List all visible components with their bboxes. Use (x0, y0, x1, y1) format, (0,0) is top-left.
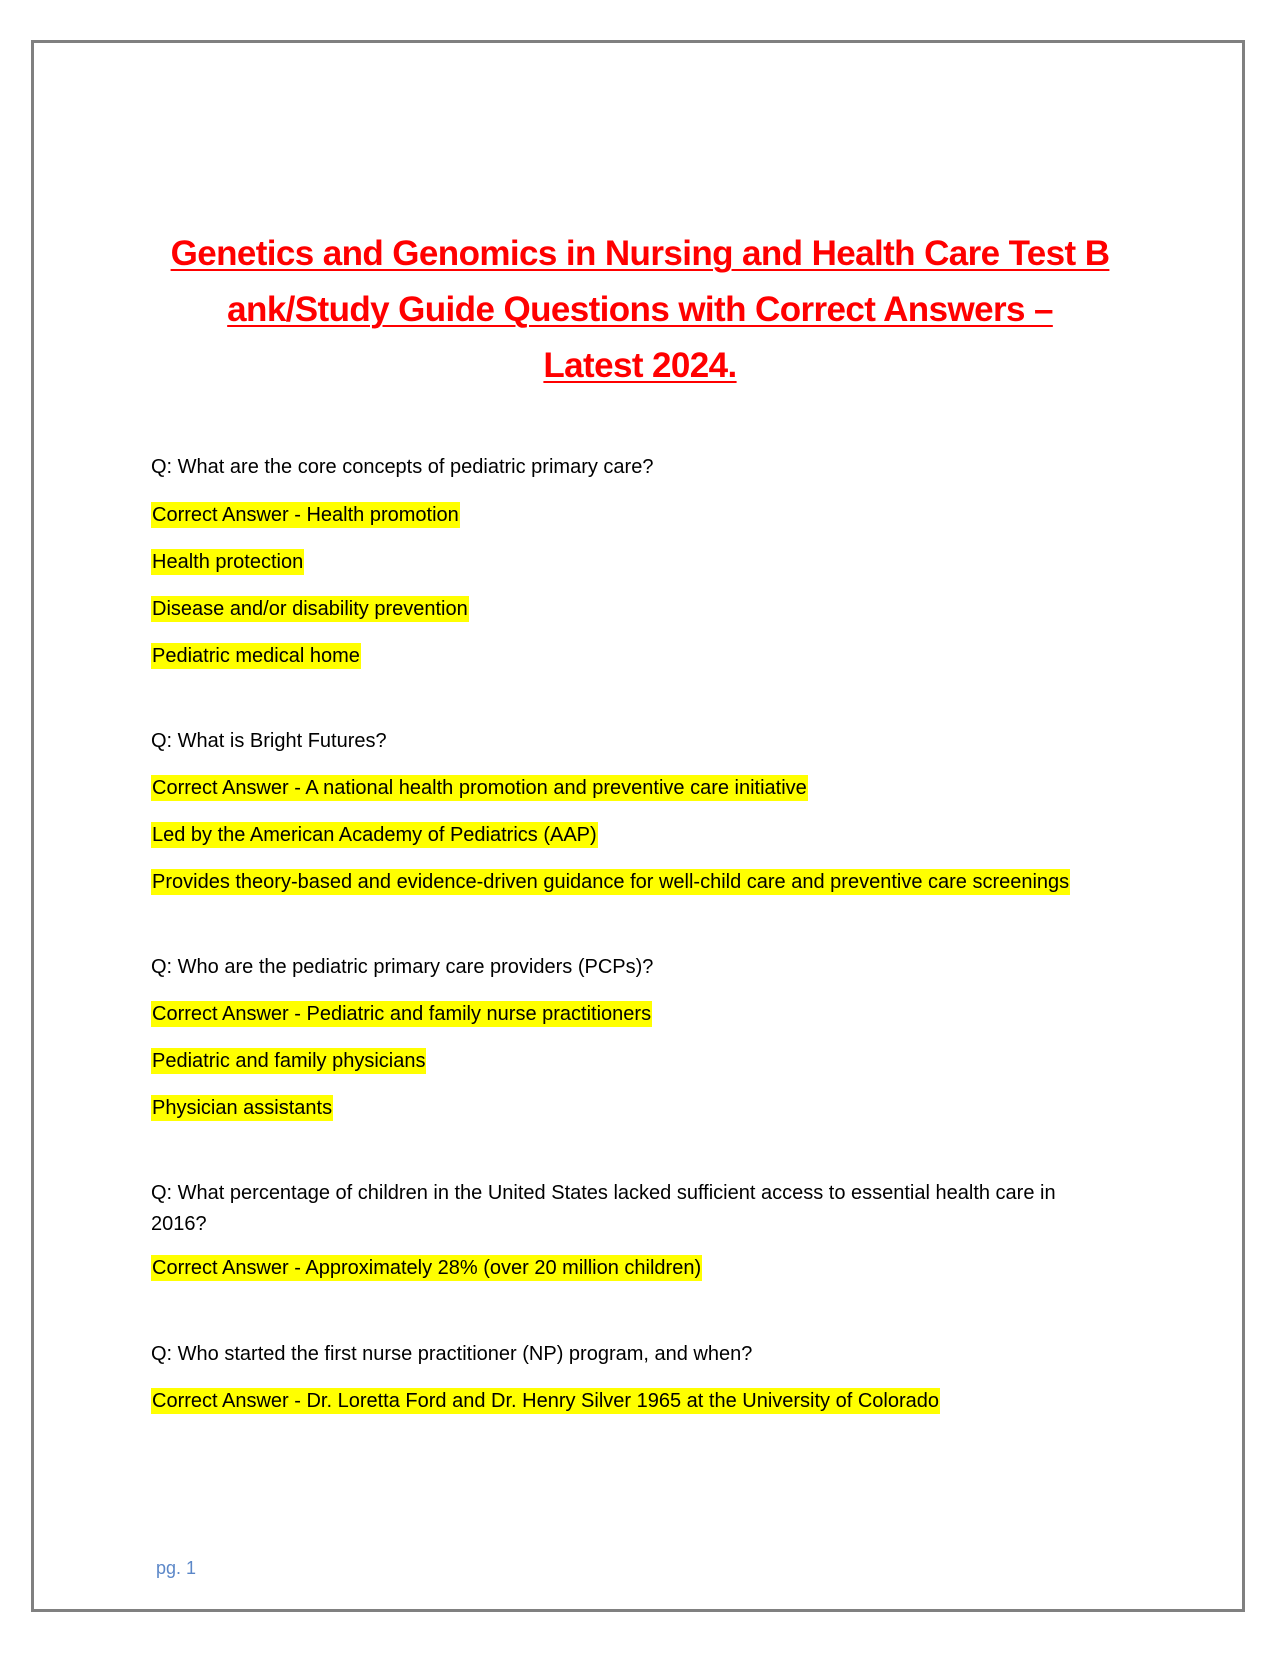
answer-highlight: Correct Answer - Dr. Loretta Ford and Dr. Henry Silver 1965 at the University of Colorado (152, 1390, 940, 1412)
answer-line (151, 597, 1151, 622)
qa-item (151, 1178, 1151, 1281)
answer-highlight: Provides theory-based and evidence-driven guidance for well-child care and preventive care screenings (152, 871, 1070, 893)
answer-line (151, 550, 1151, 575)
answer-line (151, 503, 1151, 528)
question-line: 2016? (151, 1213, 207, 1235)
answer-highlight: Disease and/or disability prevention (152, 598, 468, 620)
question-text: Q: Who are the pediatric primary care providers (PCPs)? (151, 956, 654, 978)
answer-line (151, 1256, 1151, 1281)
answer-highlight: Correct Answer - Approximately 28% (over 20 million children) (152, 1257, 702, 1279)
qa-item (151, 952, 1151, 1121)
answer-highlight: Physician assistants (152, 1097, 333, 1119)
answer-highlight: Pediatric medical home (152, 645, 360, 667)
answer-highlight: Correct Answer - Pediatric and family nurse practitioners (152, 1003, 652, 1025)
answer-highlight: Correct Answer - A national health promotion and preventive care initiative (152, 777, 807, 799)
qa-item (151, 452, 1151, 669)
answer-line (151, 870, 1151, 895)
answer-highlight: Health protection (152, 551, 304, 573)
answer-line (151, 823, 1151, 848)
answer-line (151, 1096, 1151, 1121)
answer-highlight: Led by the American Academy of Pediatrics (AAP) (152, 824, 597, 846)
title-line: Genetics and Genomics in Nursing and Health Care Test B (170, 234, 1110, 273)
question-text (151, 1178, 1151, 1240)
qa-item (151, 1339, 1151, 1414)
answer-highlight: Correct Answer - Health promotion (152, 504, 459, 526)
answer-line (151, 1049, 1151, 1074)
question-text: Q: What are the core concepts of pediatric primary care? (151, 456, 654, 478)
qa-list (151, 452, 1151, 1414)
question-text: Q: Who started the first nurse practitioner (NP) program, and when? (151, 1343, 753, 1365)
title-line: Latest 2024. (543, 346, 737, 385)
answer-line (151, 1389, 1151, 1414)
qa-item (151, 726, 1151, 895)
page-number: pg. 1 (156, 1558, 197, 1578)
document-title (150, 226, 1130, 394)
answer-line (151, 644, 1151, 669)
answer-line (151, 776, 1151, 801)
answer-line (151, 1002, 1151, 1027)
title-line: ank/Study Guide Questions with Correct Answers – (227, 290, 1053, 329)
answer-highlight: Pediatric and family physicians (152, 1050, 426, 1072)
question-line: Q: What percentage of children in the United States lacked sufficient access to essential health care in (151, 1182, 1056, 1204)
question-text: Q: What is Bright Futures? (151, 730, 387, 752)
